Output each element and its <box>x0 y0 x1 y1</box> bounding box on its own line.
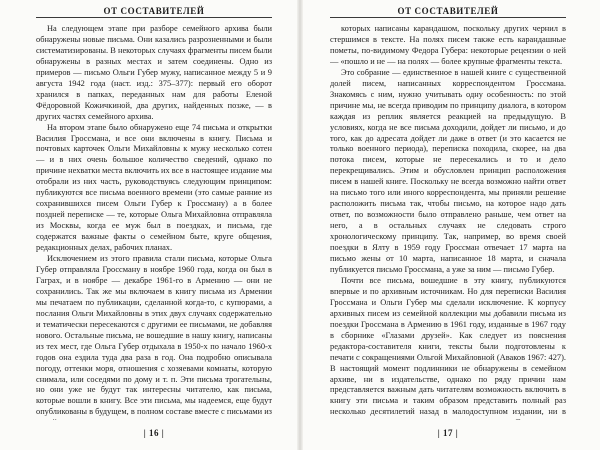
right-page <box>300 0 600 450</box>
running-header: ОТ СОСТАВИТЕЛЕЙ <box>397 6 499 16</box>
paragraph: Это собрание — единственное в нашей книге с существенной долей писем, написанных корреспондентом Гроссмана. Знакомясь с ним, нужно учитывать одну особенность: по этой причине мы, не всегда приводим по принципу диалога, в котором каждая из реплик является реакцией на предыдущую. В условиях, когда не все письма доходили, дойдет ли письмо, и до того, как до адресата дойдет ли даже в ответ (и это касается не только военного периода), переписка походила, скорее, на два потока писем, которые не пересекались и то и дело перекрещивались. Этим и обусловлен принцип расположения писем в нашей книге. Поскольку не всегда возможно найти ответ на письмо того или иного корреспондента, мы приняли решение расположить письма так, чтобы письмо, на которое надо дать ответ, по возможности было отправлено раньше, чем ответ на него, а в остальных случаях не следовать строго хронологическому принципу. Так, например, во время своей поездки в Ялту в 1959 году Гроссман отвечает 17 марта на письмо жены от 10 марта, написанное 18 марта, и сначала публикуется письмо Гроссмана, а уже за ним — письмо Губер. <box>330 67 566 274</box>
header-rule <box>330 17 566 18</box>
page-body <box>36 24 272 420</box>
page-number: | 17 | <box>437 428 459 438</box>
header-rule <box>36 17 272 18</box>
page-body <box>330 24 566 420</box>
paragraph: которых написаны карандашом, поскольку других чернил в стершимся в тексте. На полях писем также есть карандашные пометы, по-видимому Федора Губера: некоторые рецензии о ней — «пошло и не — на полях — более крупные фрагменты текста. <box>330 24 566 66</box>
running-header: ОТ СОСТАВИТЕЛЕЙ <box>103 6 205 16</box>
page-number: | 16 | <box>143 428 165 438</box>
paragraph: На втором этапе было обнаружено еще 74 письма и открытки Василия Гроссмана, и все они включены в книгу. Письма и почтовых карточек Ольги Михайловны к мужу несколько сотен — и в них очень большое количество сведений, однако по причине нехватки места включить их все в настоящее издание мы отобрали из них часть, руководствуясь следующим принципом: публикуются все письма военного времени (это самые ранние из сохранившихся писем Ольги Губер к Гроссману) а в более поздней переписке — те, которые Ольга Михайловна отправляла из Москвы, когда ее муж был в поездках, и письма, где содержатся важные факты о семейном быте, круге общения, редакционных делах, рабочих планах. <box>36 122 272 253</box>
paragraph: Исключением из этого правила стали письма, которые Ольга Губер отправляла Гроссману в ноябре 1960 года, когда он был в Гаграх, и в ноябре — декабре 1961-го в Армению — они не сохранились. Так же мы включаем в книгу письма из Армении мы печатаем по публикации, сделанной когда-то, с купюрами, а послания Ольги Михайловны в этих двух случаях содержательно и тематически пересекаются с другими ее письмами, не добавляя нового. Остальные письма, не вошедшие в нашу книгу, написаны из тех мест, где Ольга Губер отдыхала в 1950-х по начало 1960-х годов она ездила туда два раза в год. Она подробно описывала погоду, оттенки моря, отношения с хозяевами комнаты, которую снимала, или соседями по дому и т. п. Эти письма трогательны, но они уже не будут так интересны читателю, как письма, которые вошли в книгу. Все эти письма, мы надеемся, еще будут опубликованы в будущем, в полном составе вместе с письмами из <box>36 254 272 417</box>
paragraph: Почти все письма, вошедшие в эту книгу, публикуются впервые и по архивным источникам. Но для переписки Василия Гроссмана и Ольги Губер мы сделали исключение. К корпусу архивных писем из семейной коллекции мы добавили письма из поездки Гроссмана в Армению в 1961 году, изданные в 1967 году в сборнике «Глазами друзей». Как следует из пояснения редактора-составителя книги, тексты были подготовлены к печати с сокращениями Ольгой Михайловной (Аваков 1967: 427). В настоящий момент подлинники не обнаружены в семейном архиве, ни в издательстве, однако по ряду причин нам представляется важным дать читателям возможность включить в книгу эти письма и таким образом представить полный раз несколько десятилетий назад в малодоступном издании, ни в <box>330 275 566 417</box>
paragraph: На следующем этапе при разборе семейного архива были обнаружены новые письма. Они казались разрозненными и были систематизированы. В некоторых случаях фрагменты писем были обнаружены в разных местах и затем соединены. Одно из примеров — письмо Ольги Губер мужу, написанное между 5 и 9 августа 1942 года (наст. изд.: 375–377): первый его оборот хранился в папках, переданных нам для работы Еленой Фёдоровной Кожичкиной, два других, найденных позже, — в других частях семейного архива. <box>36 24 272 121</box>
